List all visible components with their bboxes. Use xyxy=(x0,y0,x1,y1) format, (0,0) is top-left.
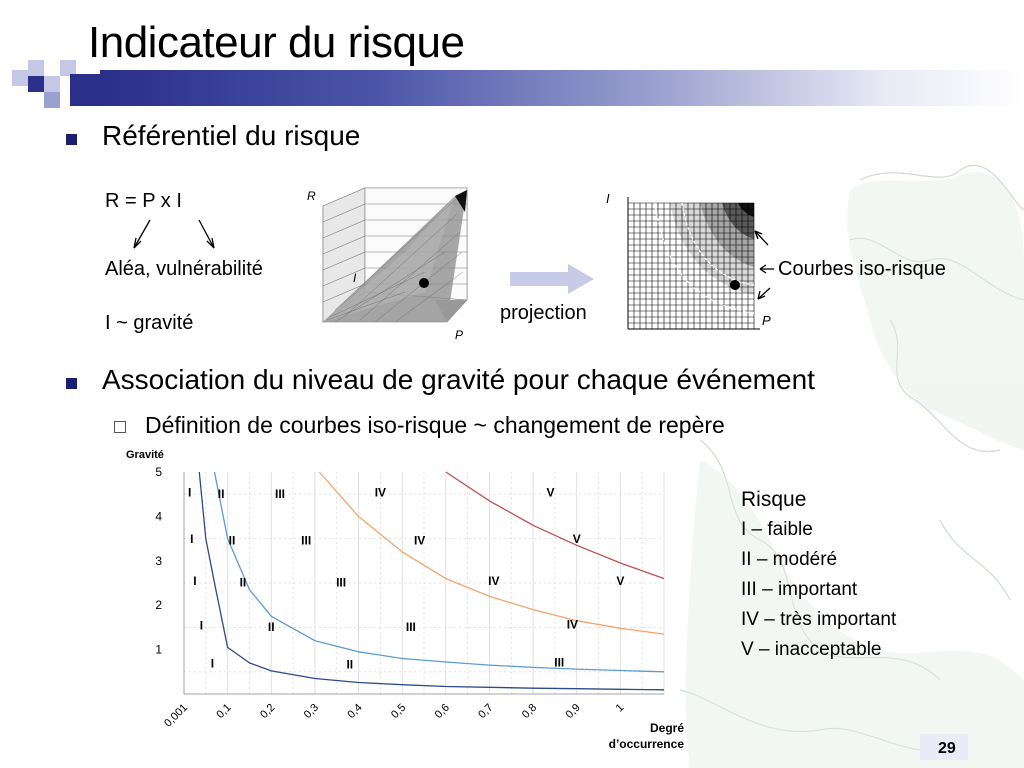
slide-title: Indicateur du risque xyxy=(88,18,465,67)
legend-item: III – important xyxy=(741,579,858,600)
bullet-open-square-icon xyxy=(114,421,126,433)
chart-zone-label: I xyxy=(190,532,194,547)
legend-item: I – faible xyxy=(741,519,813,540)
gravity-note: I ~ gravité xyxy=(105,312,194,334)
iso-risk-chart xyxy=(120,442,690,760)
page-number: 29 xyxy=(938,740,956,757)
chart-series-line-1 xyxy=(199,472,664,690)
chart-zone-label: V xyxy=(616,574,625,589)
formula-arrows xyxy=(120,212,230,257)
chart-zone-label: I xyxy=(188,485,192,500)
chart-y-tick-label: 2 xyxy=(155,598,162,613)
chart-zone-label: IV xyxy=(413,533,426,548)
surface-axis-r: R xyxy=(307,189,316,203)
chart-zone-label: IV xyxy=(374,485,387,500)
chart-zone-label: II xyxy=(228,533,236,548)
projection-arrow-icon xyxy=(508,262,596,296)
chart-series-line-2 xyxy=(215,472,665,672)
chart-zone-label: III xyxy=(554,655,565,670)
bullet-referentiel: Référentiel du risque xyxy=(102,120,361,151)
chart-x-tick-label: 0,1 xyxy=(214,701,234,721)
legend-item: IV – très important xyxy=(741,609,897,630)
chart-zone-label: III xyxy=(274,486,286,501)
bullet-association: Association du niveau de gravité pour chaque événement xyxy=(102,364,815,395)
sub-bullet-iso-curves: Définition de courbes iso-risque ~ changement de repère xyxy=(145,412,725,438)
chart-y-tick-label: 4 xyxy=(155,509,162,524)
legend-title: Risque xyxy=(741,488,807,511)
chart-y-tick-label: 3 xyxy=(155,553,162,568)
chart-y-tick-label: 5 xyxy=(155,465,162,479)
surface-axis-p: P xyxy=(455,328,464,342)
chart-zone-label: V xyxy=(572,532,581,547)
chart-zone-label: II xyxy=(346,657,354,672)
chart-zone-label: III xyxy=(301,533,312,548)
chart-x-tick-label: 0,4 xyxy=(345,701,365,721)
chart-zone-label: IV xyxy=(488,574,500,589)
chart-zone-label: I xyxy=(199,618,204,633)
chart-x-tick-label: 0,8 xyxy=(519,701,540,721)
chart-zone-label: I xyxy=(193,574,197,589)
chart-x-tick-label: 1 xyxy=(613,701,627,715)
chart-x-tick-label: 0,2 xyxy=(258,701,278,721)
chart-x-label: Degré d’occurrence xyxy=(608,721,684,751)
formula-text: R = P x I xyxy=(105,190,182,212)
chart-x-tick-label: 0,7 xyxy=(476,701,496,721)
chart-zone-label: I xyxy=(210,656,215,671)
chart-zone-label: II xyxy=(267,619,275,634)
legend-item: II – modéré xyxy=(741,549,838,570)
formula-note: Aléa, vulnérabilité xyxy=(105,258,263,280)
bullet-square-icon xyxy=(66,134,77,145)
chart-zone-label: V xyxy=(546,485,555,500)
chart-zone-label: II xyxy=(217,486,225,501)
legend-item: V – inacceptable xyxy=(741,639,882,660)
chart-zone-label: II xyxy=(239,575,247,590)
risk-surface-3d xyxy=(305,182,477,350)
projection-label: projection xyxy=(500,302,587,324)
chart-y-tick-label: 1 xyxy=(155,642,162,657)
grid-axis-p: P xyxy=(762,313,771,328)
chart-zone-label: IV xyxy=(566,617,579,632)
surface-axis-i: I xyxy=(353,271,357,285)
chart-x-tick-label: 0,001 xyxy=(162,701,191,730)
chart-y-label: Gravité xyxy=(126,449,164,461)
grid-axis-i: I xyxy=(606,191,610,206)
chart-series-line-3 xyxy=(319,472,664,634)
chart-x-tick-label: 0,3 xyxy=(301,701,322,721)
chart-zone-label: III xyxy=(336,575,347,590)
iso-risk-label: Courbes iso-risque xyxy=(778,258,946,280)
title-gradient-bar xyxy=(100,70,1024,106)
bullet-square-icon xyxy=(66,378,77,389)
iso-risk-grid xyxy=(600,185,782,340)
chart-x-tick-label: 0,9 xyxy=(563,701,583,721)
risk-legend xyxy=(741,485,981,665)
chart-zone-label: III xyxy=(405,619,416,634)
title-decoration xyxy=(0,58,100,118)
chart-x-tick-label: 0,6 xyxy=(432,701,452,721)
chart-x-tick-label: 0,5 xyxy=(389,701,409,721)
